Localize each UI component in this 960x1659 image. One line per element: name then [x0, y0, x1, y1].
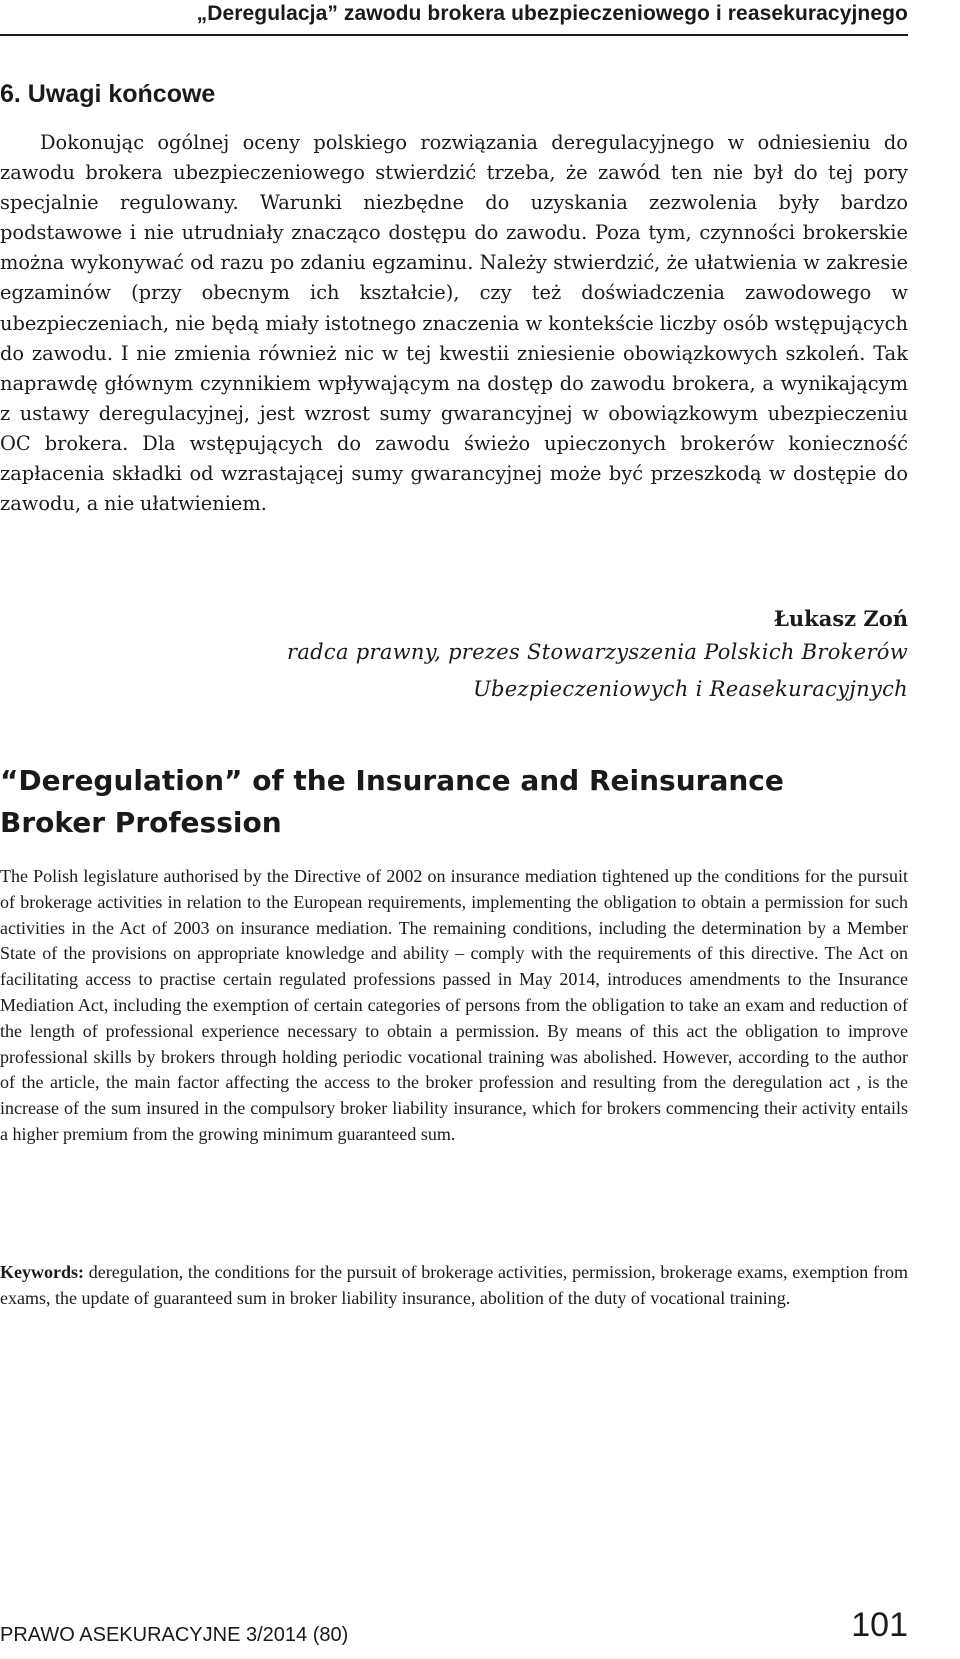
author-name: Łukasz Zoń	[774, 606, 908, 631]
author-role-line-2: Ubezpieczeniowych i Reasekuracyjnych	[473, 677, 908, 701]
author-role-line-1: radca prawny, prezes Stowarzyszenia Polskich Brokerów	[286, 640, 908, 664]
body-paragraph: Dokonując ogólnej oceny polskiego rozwiązania deregulacyjnego w odniesieniu do zawodu brokera ubezpieczeniowego stwierdzić trzeba, że zawód ten nie był do tej pory specjalnie regulowany. Warunki niezbędne do uzyskania zezwolenia były bardzo podstawowe i nie utrudniały znacząco dostępu do zawodu. Poza tym, czynności brokerskie można wykonywać od razu po zdaniu egzaminu. Należy stwierdzić, że ułatwienia w zakresie egzaminów (przy obecnym ich kształcie), czy też doświadczenia zawodowego w ubezpieczeniach, nie będą miały istotnego znaczenia w kontekście liczby osób wstępujących do zawodu. I nie zmienia również nic w tej kwestii zniesienie obowiązkowych szkoleń. Tak naprawdę głównym czynnikiem wpływającym na dostęp do zawodu brokera, a wynikającym z ustawy deregulacyjnej, jest wzrost sumy gwarancyjnej w obowiązkowym ubezpieczeniu OC brokera. Dla wstępujących do zawodu świeżo upieczonych brokerów konieczność zapłacenia składki od wzrastającej sumy gwarancyjnej może być przeszkodą w dostępie do zawodu, a nie ułatwieniem.	[0, 131, 908, 516]
english-title: “Deregulation” of the Insurance and Reinsurance Broker Profession	[0, 764, 784, 839]
section-heading: 6. Uwagi końcowe	[0, 80, 216, 108]
page-number: 101	[851, 1606, 908, 1644]
section-body	[0, 128, 908, 519]
keywords-text: deregulation, the conditions for the pursuit of brokerage activities, permission, brokerage exams, exemption from exams, the update of guaranteed sum in broker liability insurance, abolition of the duty of vocational training.	[0, 1262, 908, 1308]
header-rule	[0, 34, 908, 36]
english-abstract: The Polish legislature authorised by the Directive of 2002 on insurance mediation tightened up the conditions for the pursuit of brokerage activities in relation to the European requirements, implementing the obligation to obtain a permission for such activities in the Act of 2003 on insurance mediation. The remaining conditions, including the determination by a Member State of the provisions on appropriate knowledge and ability – comply with the requirements of this directive. The Act on facilitating access to practise certain regulated professions passed in May 2014, introduces amendments to the Insurance Mediation Act, including the exemption of certain categories of persons from the obligation to take an exam and reduction of the length of professional experience necessary to obtain a permission. By means of this act the obligation to improve professional skills by brokers through holding periodic vocational training was abolished. However, according to the author of the article, the main factor affecting the access to the broker profession and resulting from the deregulation act , is the increase of the sum insured in the compulsory broker liability insurance, which for brokers commencing their activity entails a higher premium from the growing minimum guaranteed sum.	[0, 866, 908, 1144]
keywords-label: Keywords:	[0, 1262, 84, 1282]
keywords	[0, 1260, 908, 1312]
footer-journal: PRAWO ASEKURACYJNE 3/2014 (80)	[0, 1624, 349, 1646]
author-block	[287, 604, 908, 708]
running-header: „Deregulacja” zawodu brokera ubezpieczeniowego i reasekuracyjnego	[196, 2, 908, 25]
